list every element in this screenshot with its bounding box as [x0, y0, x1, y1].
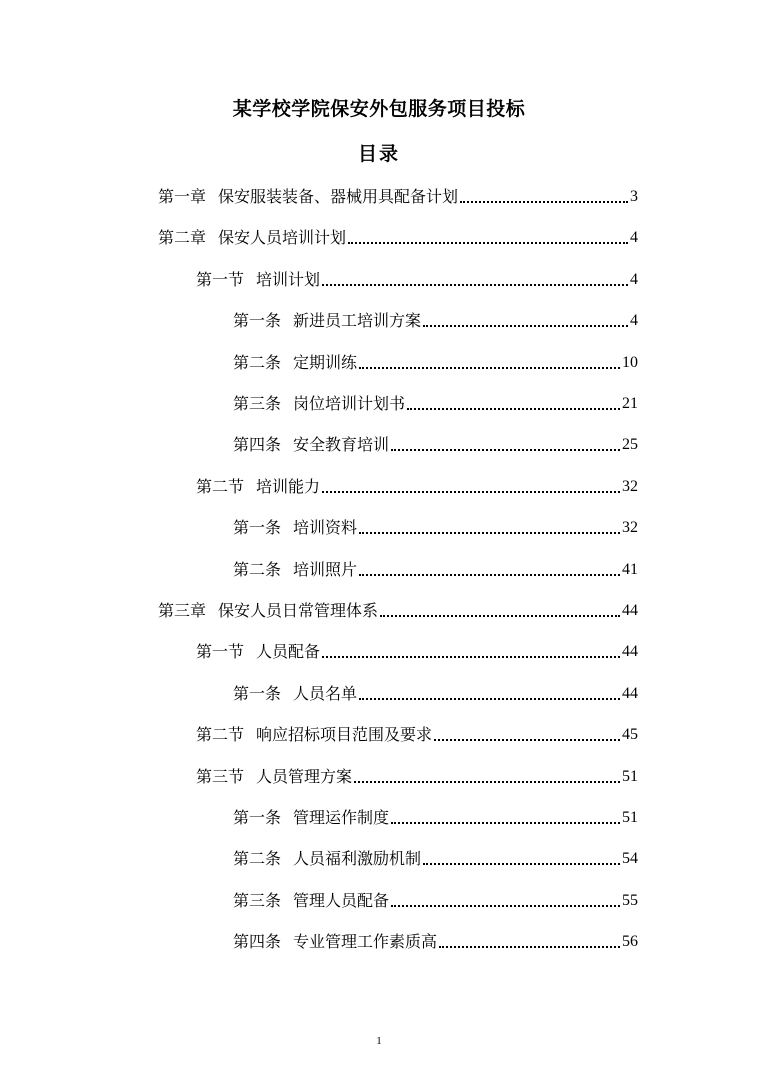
toc-entry-label: 第四条: [233, 435, 282, 454]
toc-entry-title: 保安服装装备、器械用具配备计划: [218, 187, 459, 206]
toc-entry[interactable]: [233, 426, 638, 456]
toc-entry-title: 保安人员日常管理体系: [218, 601, 379, 620]
toc-entry-page: 55: [622, 892, 638, 909]
toc-dot-leader: [423, 325, 628, 327]
toc-dot-leader: [322, 491, 620, 493]
toc-entry-title: 培训能力: [256, 477, 321, 496]
toc-dot-leader: [434, 739, 620, 741]
toc-entry-title: 管理人员配备: [293, 891, 390, 910]
toc-entry-label: 第二节: [196, 477, 245, 496]
toc-dot-leader: [439, 946, 620, 948]
toc-dot-leader: [322, 284, 628, 286]
toc-entry[interactable]: [233, 385, 638, 415]
toc-entry[interactable]: [196, 468, 638, 498]
toc-entry-label: 第一条: [233, 684, 282, 703]
toc-entry-page: 41: [622, 561, 638, 578]
toc-entry-label: 第一章: [158, 187, 207, 206]
toc-dot-leader: [359, 367, 620, 369]
toc-entry-page: 4: [630, 229, 638, 246]
toc-entry[interactable]: [158, 178, 638, 208]
toc-dot-leader: [391, 905, 620, 907]
toc-entry-label: 第二条: [233, 849, 282, 868]
toc-entry-title: 定期训练: [293, 353, 358, 372]
toc-entry[interactable]: [158, 219, 638, 249]
toc-entry-title: 响应招标项目范围及要求: [256, 725, 433, 744]
toc-entry-page: 44: [622, 685, 638, 702]
toc-entry-page: 51: [622, 768, 638, 785]
toc-entry[interactable]: [233, 551, 638, 581]
toc-entry-page: 56: [622, 933, 638, 950]
toc-entry-title: 安全教育培训: [293, 435, 390, 454]
toc-entry-title: 培训计划: [256, 270, 321, 289]
toc-entry-page: 4: [630, 312, 638, 329]
toc-dot-leader: [460, 201, 628, 203]
toc-entry-page: 32: [622, 519, 638, 536]
toc-entry-label: 第一节: [196, 642, 245, 661]
toc-entry-label: 第二节: [196, 725, 245, 744]
toc-dot-leader: [391, 449, 620, 451]
toc-entry-page: 45: [622, 726, 638, 743]
document-title: 某学校学院保安外包服务项目投标: [232, 98, 526, 120]
toc-entry-page: 54: [622, 850, 638, 867]
page-number: 1: [376, 1035, 382, 1047]
toc-entry[interactable]: [233, 882, 638, 912]
toc-entry-label: 第一条: [233, 808, 282, 827]
toc-entry-page: 21: [622, 395, 638, 412]
toc-entry-label: 第二条: [233, 353, 282, 372]
toc-dot-leader: [322, 656, 620, 658]
toc-dot-leader: [423, 863, 620, 865]
toc-dot-leader: [348, 242, 628, 244]
toc-dot-leader: [359, 574, 620, 576]
toc-entry[interactable]: [233, 840, 638, 870]
toc-entry-title: 培训资料: [293, 518, 358, 537]
toc-entry-label: 第三章: [158, 601, 207, 620]
toc-entry-page: 44: [622, 602, 638, 619]
toc-entry-page: 51: [622, 809, 638, 826]
toc-entry-label: 第三条: [233, 891, 282, 910]
toc-entry[interactable]: [196, 758, 638, 788]
toc-entry-page: 4: [630, 271, 638, 288]
toc-entry-title: 培训照片: [293, 560, 358, 579]
toc-entry[interactable]: [233, 344, 638, 374]
toc-dot-leader: [407, 408, 620, 410]
toc-dot-leader: [380, 615, 620, 617]
toc-entry-label: 第三节: [196, 767, 245, 786]
toc-entry[interactable]: [233, 302, 638, 332]
toc-entry-page: 32: [622, 478, 638, 495]
toc-entry-page: 44: [622, 643, 638, 660]
toc-entry[interactable]: [233, 923, 638, 953]
toc-entry[interactable]: [196, 261, 638, 291]
toc-entry-title: 人员名单: [293, 684, 358, 703]
toc-entry-title: 专业管理工作素质高: [293, 932, 438, 951]
toc-entry-label: 第二章: [158, 228, 207, 247]
toc-entry-label: 第一节: [196, 270, 245, 289]
toc-entry-title: 人员福利激励机制: [293, 849, 422, 868]
toc-entry[interactable]: [233, 675, 638, 705]
toc-entry-title: 保安人员培训计划: [218, 228, 347, 247]
toc-entry-title: 岗位培训计划书: [293, 394, 406, 413]
toc-dot-leader: [359, 698, 620, 700]
toc-entry[interactable]: [196, 633, 638, 663]
toc-entry-label: 第一条: [233, 518, 282, 537]
toc-entry-page: 25: [622, 436, 638, 453]
toc-dot-leader: [354, 781, 620, 783]
toc-entry[interactable]: [233, 799, 638, 829]
toc-entry-label: 第四条: [233, 932, 282, 951]
toc-entry-title: 新进员工培训方案: [293, 311, 422, 330]
toc-entry-title: 人员管理方案: [256, 767, 353, 786]
toc-entry[interactable]: [233, 509, 638, 539]
toc-entry-label: 第二条: [233, 560, 282, 579]
toc-dot-leader: [391, 822, 620, 824]
toc-entry[interactable]: [196, 716, 638, 746]
toc-entry-page: 3: [630, 188, 638, 205]
toc-entry-label: 第一条: [233, 311, 282, 330]
toc-entry[interactable]: [158, 592, 638, 622]
toc-heading: 目录: [357, 143, 400, 165]
toc-entry-label: 第三条: [233, 394, 282, 413]
toc-entry-page: 10: [622, 354, 638, 371]
toc-entry-title: 人员配备: [256, 642, 321, 661]
toc-dot-leader: [359, 532, 620, 534]
toc-entry-title: 管理运作制度: [293, 808, 390, 827]
